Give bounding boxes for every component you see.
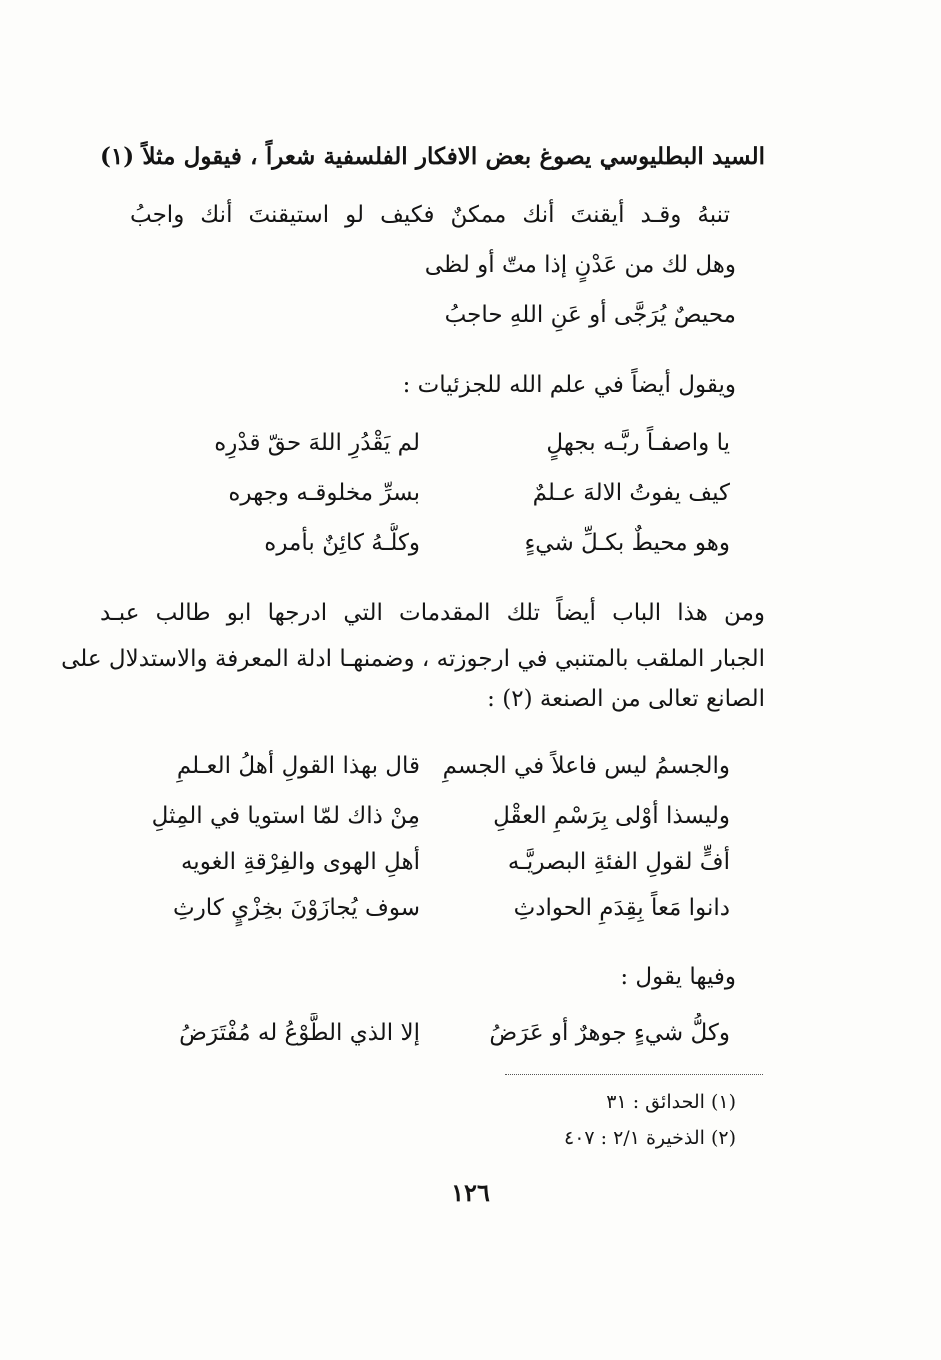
poem2-hemistich-second: لم يَقْدُرِ اللهَ حقّ قدْرِه [214, 430, 420, 456]
footnote-1: (١) الحدائق : ٣١ [606, 1091, 736, 1113]
poem4-verse [130, 1013, 730, 1053]
poem3-hemistich-first: أفٍّ لقولِ الفئةِ البصريَّـه [507, 849, 730, 875]
poem3-verse [130, 888, 730, 928]
footnote-divider [505, 1074, 763, 1075]
poem3-hemistich-second: أهلِ الهوى والفِرْقةِ الغويه [180, 849, 420, 875]
poem2-verse [130, 473, 730, 513]
intro3-line: وفيها يقول : [620, 964, 736, 990]
intro-line: السيد البطليوسي يصوغ بعض الافكار الفلسفية شعراً ، فيقول مثلاً (١) [100, 143, 765, 170]
poem4-hemistich-first: وكلُّ شيءٍ جوهرٌ أو عَرَضُ [489, 1020, 730, 1046]
poem2-hemistich-first: وهو محيطٌ بكـلِّ شيءٍ [524, 530, 730, 556]
poem3-hemistich-second: سوف يُجازَوْنَ بخِزْيٍ كارثِ [173, 895, 420, 921]
paragraph-line-2: الجبار الملقب بالمتنبي في ارجوزته ، وضمنهـا ادلة المعرفة والاستدلال على [61, 646, 765, 672]
paragraph-line-1: ومن هذا الباب أيضاً تلك المقدمات التي ادرجها ابو طالب عبـد [100, 600, 765, 626]
poem3-hemistich-first: والجسمُ ليس فاعلاً في الجسمِ [442, 753, 730, 779]
poem3-verse [130, 746, 730, 786]
poem2-hemistich-second: بسرِّ مخلوقـه وجهره [228, 480, 420, 506]
poem1-line-2: وهل لك من عَدْنٍ إذا متّ أو لظى [424, 252, 736, 278]
footnote-2: (٢) الذخيرة ٢/١ : ٤٠٧ [563, 1127, 736, 1149]
poem3-hemistich-first: وليسذا أوْلى بِرَسْمِ العقْلِ [493, 803, 730, 829]
poem3-hemistich-second: قال بهذا القولِ أهلُ العـلمِ [176, 753, 420, 779]
poem1-line-1: تنبهُ وقـد أيقنتَ أنك ممكنٌ فكيف لو استيقنتَ أنك واجبُ [130, 202, 730, 228]
page-number: ١٢٦ [451, 1178, 490, 1207]
poem4-hemistich-second: إلا الذي الطَّوْعُ له مُفْتَرَضُ [179, 1020, 420, 1046]
poem3-hemistich-second: مِنْ ذاك لمّا استويا في المِثلِ [151, 803, 420, 829]
intro2-line: ويقول أيضاً في علم الله للجزئيات : [402, 372, 736, 398]
paragraph-line-3: الصانع تعالى من الصنعة (٢) : [487, 686, 765, 712]
poem2-hemistich-first: كيف يفوتُ الالهَ عـلمٌ [532, 480, 730, 506]
poem3-verse [130, 796, 730, 836]
poem2-hemistich-first: يا واصفـاً ربَّـه بجهلٍ [546, 430, 730, 456]
poem2-verse [130, 423, 730, 463]
poem3-hemistich-first: دانوا مَعاً بِقِدَمِ الحوادثِ [513, 895, 730, 921]
poem2-verse [130, 523, 730, 563]
poem2-hemistich-second: وكلُّـهُ كائِنٌ بأمره [264, 530, 420, 556]
poem1-line-3: محيصٌ يُرَجَّى أو عَنِ اللهِ حاجبُ [444, 302, 736, 328]
poem3-verse [130, 842, 730, 882]
